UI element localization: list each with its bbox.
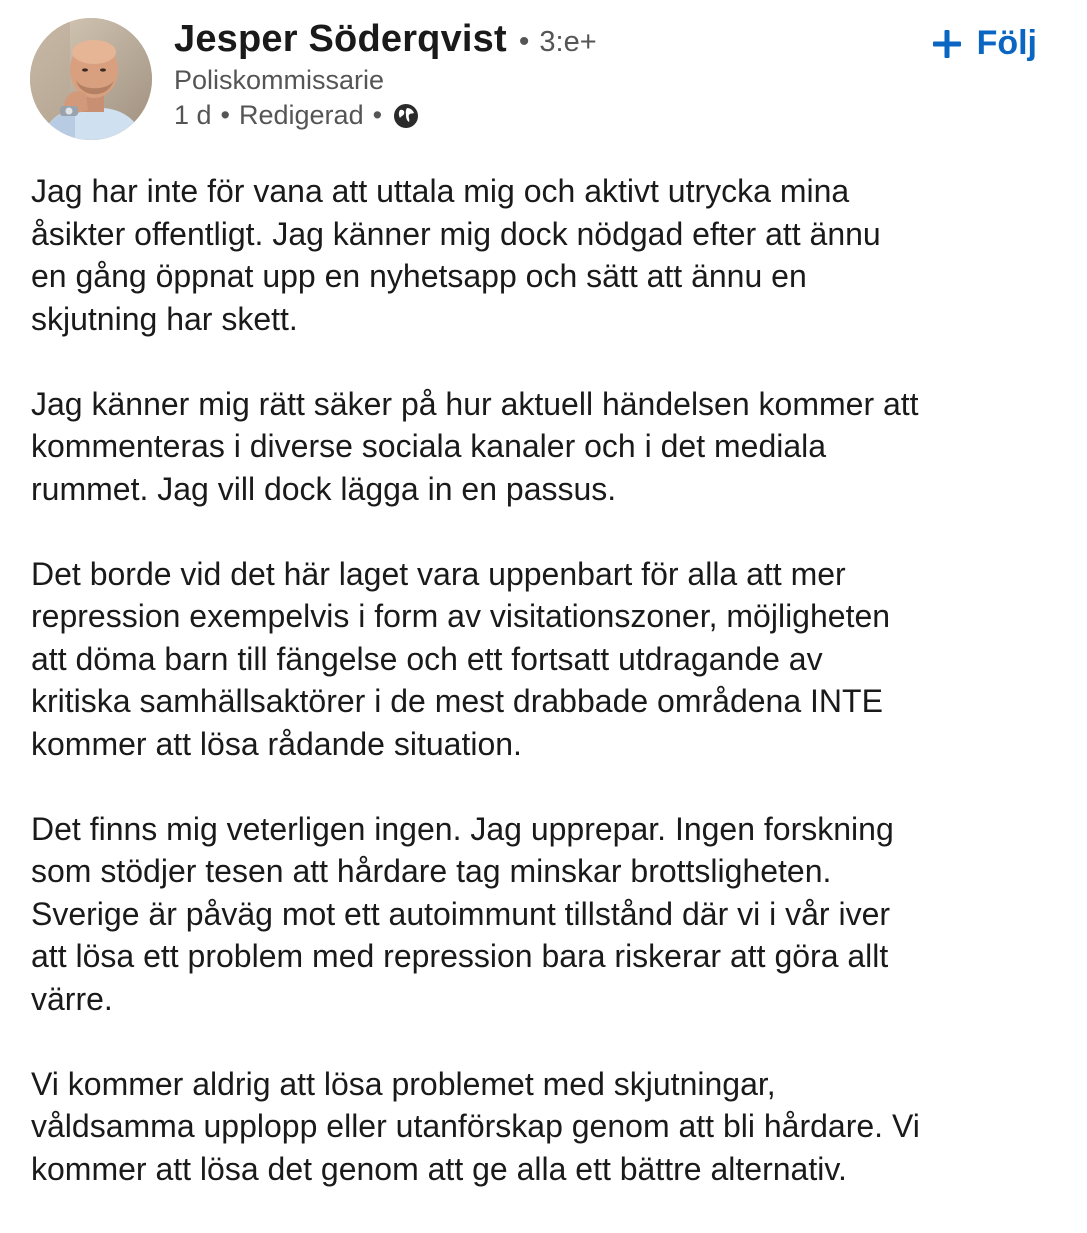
post-text-line: Det borde vid det här laget vara uppenbart för alla att mer (31, 555, 846, 592)
post-text-line: repression exempelvis i form av visitationszoner, möjligheten (31, 598, 891, 634)
edited-label: Redigerad (239, 100, 364, 130)
post-text-line: Det finns mig veterligen ingen. Jag upprepar. Ingen forskning (31, 810, 894, 847)
globe-icon (393, 103, 419, 129)
post-text-line: värre. (31, 980, 113, 1017)
post-text-line: kritiska samhällsaktörer i de mest drabbade områdena INTE (31, 683, 883, 719)
post-text-line: att lösa ett problem med repression bara riskerar att göra allt (31, 938, 889, 974)
post-text-line: Jag känner mig rätt säker på hur aktuell händelsen kommer att (31, 385, 919, 422)
separator-dot: • (518, 25, 530, 58)
post-paragraph (31, 808, 1071, 1021)
post-text-line: att döma barn till fängelse och ett fortsatt utdragande av (31, 640, 823, 677)
post-paragraph (31, 170, 1071, 340)
post-text-line: Vi kommer aldrig att lösa problemet med skjutningar, (31, 1065, 776, 1102)
post-text-line: kommenteras i diverse sociala kanaler och i det mediala (31, 428, 827, 464)
avatar[interactable] (30, 18, 152, 140)
post-text-line: en gång öppnat upp en nyhetsapp och sätt att ännu en (31, 258, 807, 294)
plus-icon (931, 28, 963, 60)
author-headline: Poliskommissarie (174, 65, 385, 95)
post-text-line: som stödjer tesen att hårdare tag minskar brottsligheten. (31, 853, 832, 889)
post-text-line: Jag har inte för vana att uttala mig och aktivt utrycka mina (31, 173, 850, 209)
post-text-line: skjutning har skett. (31, 300, 298, 337)
author-name-row (174, 18, 597, 61)
profile-photo-icon (30, 18, 152, 140)
post-paragraph (31, 383, 1071, 511)
post-text-line: kommer att lösa det genom att ge alla ett bättre alternativ. (31, 1150, 847, 1187)
separator-dot: • (220, 100, 230, 130)
follow-button[interactable] (931, 24, 1037, 63)
author-name[interactable]: Jesper Söderqvist (174, 18, 507, 60)
post-meta (174, 100, 597, 131)
post-body (31, 170, 1071, 1233)
post-header (0, 0, 1087, 160)
separator-dot: • (372, 100, 383, 130)
post-time: 1 d (174, 100, 212, 130)
post-text-line: kommer att lösa rådande situation. (31, 725, 522, 762)
post-text-line: våldsamma upplopp eller utanförskap genom att bli hårdare. Vi (31, 1108, 920, 1144)
post-text-line: rummet. Jag vill dock lägga in en passus. (31, 470, 617, 507)
author-info (174, 18, 597, 131)
post-text-line: åsikter offentligt. Jag känner mig dock nödgad efter att ännu (31, 215, 881, 252)
follow-label: Följ (976, 24, 1037, 62)
post-text-line: Sverige är påväg mot ett autoimmunt tillstånd där vi i vår iver (31, 895, 891, 932)
post-paragraph (31, 1063, 1071, 1191)
post-paragraph (31, 553, 1071, 766)
connection-degree: 3:e+ (539, 26, 597, 58)
